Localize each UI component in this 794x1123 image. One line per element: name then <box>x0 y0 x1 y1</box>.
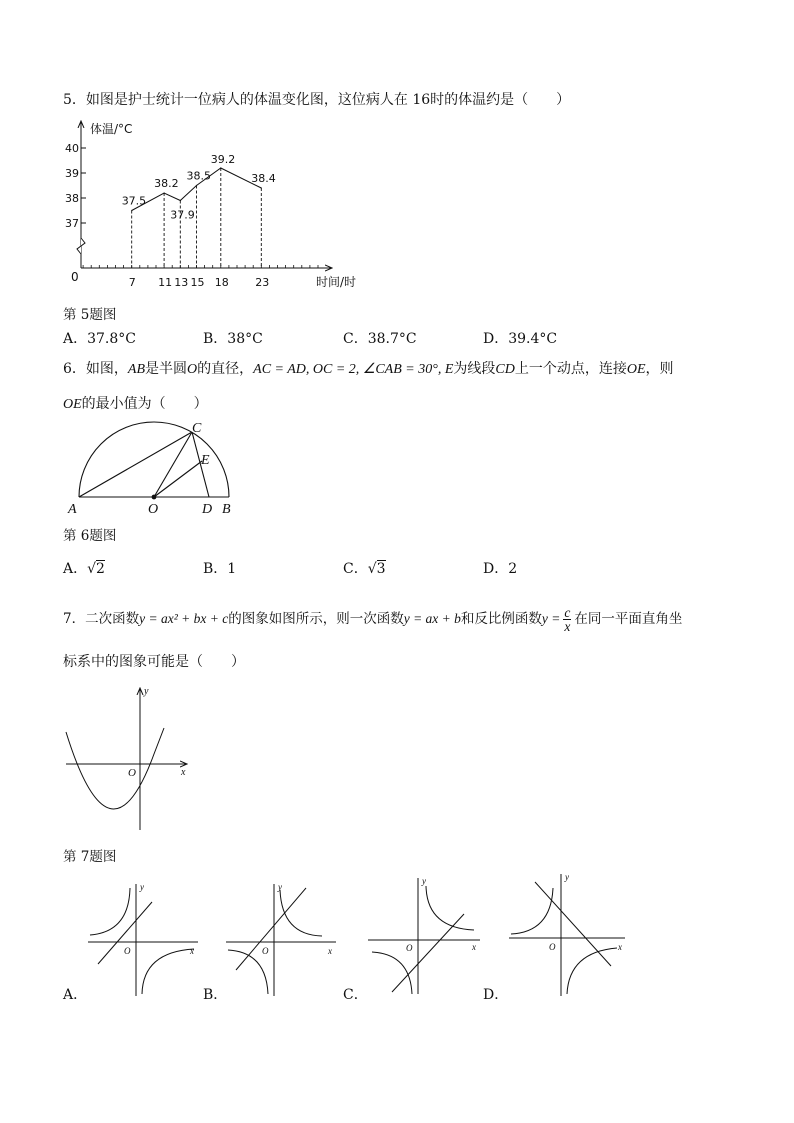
q6-math-conditions: AC = AD, OC = 2, ∠CAB = 30°, E <box>253 362 454 377</box>
fraction-numerator: c <box>564 605 571 620</box>
q7-option-d[interactable]: D． <box>483 987 509 1003</box>
hyperbola-branch-1 <box>90 888 130 935</box>
q7-caption: 第 7题图 <box>63 849 117 865</box>
option-graph-d <box>505 870 631 1000</box>
q7-option-b[interactable]: B． <box>203 987 228 1003</box>
q6-math-cd: CD <box>495 362 515 377</box>
chart-x-tick-label: 23 <box>255 276 270 289</box>
q7-stem-mid1: 的图象如图所示，则一次函数 <box>228 611 404 627</box>
q6-option-c[interactable] <box>343 558 386 578</box>
q6-stem-line2 <box>63 394 208 415</box>
q6-option-d-value: 2 <box>508 561 518 577</box>
axis-y-label: y <box>278 882 282 892</box>
chart-y-tick-label: 37 <box>65 217 79 230</box>
origin-label: O <box>128 767 136 779</box>
q6-stem <box>63 359 674 380</box>
q7-math-quadratic: y = ax² + bx + c <box>139 611 229 626</box>
option-graph-c <box>364 874 484 1000</box>
q7-math-inverse-lhs: y = <box>541 611 561 626</box>
q6-stem-mid4: 上一个动点，连接 <box>514 361 627 377</box>
hyperbola-branch-2 <box>142 949 194 994</box>
q6-math-o: O <box>187 362 198 377</box>
label-b: B <box>222 502 231 517</box>
q6-math-oe: OE <box>626 362 646 377</box>
q6-option-b-value: 1 <box>227 561 237 577</box>
q7-stem <box>63 606 682 633</box>
q7-stem-line2: 标系中的图象可能是（ ） <box>63 654 245 670</box>
hyperbola-branch-1 <box>280 890 322 936</box>
q6-option-a-value: 2 <box>96 561 105 577</box>
origin-label: O <box>549 942 556 952</box>
data-label: 37.9 <box>170 208 195 222</box>
q7-stem-end: 在同一平面直角坐 <box>574 611 683 627</box>
chart-x-axis-label: 时间/时 <box>316 275 357 289</box>
segment-ac <box>79 432 192 497</box>
hyperbola-branch-1 <box>426 886 474 930</box>
line-graph <box>236 888 306 970</box>
chart-y-tick-label: 38 <box>65 192 79 205</box>
chart-y-axis-label: 体温/°C <box>90 122 133 136</box>
label-a: A <box>68 502 77 517</box>
sqrt-sign-icon: √ <box>87 561 97 577</box>
q6-option-b-letter: B． <box>203 561 228 577</box>
q6-option-c-value: 3 <box>376 561 386 577</box>
option-graph-b <box>222 880 342 1000</box>
axis-y-label: y <box>140 882 144 892</box>
q6-line2-text: 的最小值为（ ） <box>81 396 208 412</box>
axis-x-label: x <box>328 946 332 956</box>
chart-x-tick-label: 11 <box>158 276 173 289</box>
q6-option-d[interactable] <box>483 558 517 578</box>
chart-x-tick-label: 7 <box>128 276 136 289</box>
data-label: 38.5 <box>186 169 211 183</box>
q6-caption: 第 6题图 <box>63 528 117 544</box>
q6-stem-mid3: 为线段 <box>453 361 496 377</box>
segment-oc <box>154 432 192 497</box>
chart-x-tick-label: 13 <box>174 276 189 289</box>
line-graph <box>392 914 464 992</box>
chart-y-tick-label: 39 <box>65 167 79 180</box>
axis-x-label: x <box>190 946 194 956</box>
option-graph-a <box>84 880 204 1000</box>
q7-math-linear: y = ax + b <box>403 611 461 626</box>
q7-stem-pre: 7．二次函数 <box>63 611 140 627</box>
fraction <box>563 606 571 633</box>
q6-line2-math: OE <box>63 397 82 412</box>
chart-y-tick-label: 40 <box>65 142 79 155</box>
center-point-o <box>152 495 157 500</box>
sqrt-sign-icon: √ <box>367 561 377 577</box>
q6-option-d-letter: D． <box>483 561 509 577</box>
axis-y-label: y <box>144 686 149 697</box>
q5-stem: 5．如图是护士统计一位病人的体温变化图，这位病人在 16时的体温约是（ ） <box>63 92 571 108</box>
q6-option-a-letter: A． <box>63 561 88 577</box>
q5-option-a[interactable]: A．37.8°C <box>63 331 136 347</box>
chart-origin-label: 0 <box>71 270 79 284</box>
chart-x-tick-label: 18 <box>214 276 229 289</box>
q7-option-c[interactable]: C． <box>343 987 368 1003</box>
line-graph <box>535 882 611 966</box>
q5-option-c[interactable]: C．38.7°C <box>343 331 417 347</box>
q5-caption: 第 5题图 <box>63 307 117 323</box>
axis-x-label: x <box>618 942 622 952</box>
axis-x-label: x <box>181 767 186 778</box>
label-e: E <box>201 453 210 468</box>
axis-break-icon <box>77 238 85 254</box>
axis-x-label: x <box>472 942 476 952</box>
data-label: 38.4 <box>251 172 276 185</box>
origin-label: O <box>406 943 413 953</box>
q6-stem-mid2: 的直径， <box>197 361 254 377</box>
origin-label: O <box>262 946 269 956</box>
semicircle-diagram <box>62 418 252 518</box>
label-o: O <box>148 502 159 517</box>
fraction-denominator: x <box>564 619 571 634</box>
axis-y-label: y <box>422 876 426 886</box>
q6-stem-end: ，则 <box>645 361 674 377</box>
q6-option-a[interactable] <box>63 558 105 578</box>
q6-option-b[interactable] <box>203 558 236 578</box>
label-c: C <box>192 421 202 436</box>
temperature-chart <box>60 115 380 293</box>
q6-stem-pre: 6．如图， <box>63 361 128 377</box>
data-label: 38.2 <box>154 177 179 190</box>
q7-stem-mid2: 和反比例函数 <box>460 611 542 627</box>
parabola-curve <box>66 728 164 809</box>
segment-oe <box>154 461 202 497</box>
hyperbola-branch-2 <box>372 952 412 994</box>
label-d: D <box>202 502 213 517</box>
hyperbola-branch-2 <box>567 948 617 994</box>
q6-math-ab: AB <box>127 362 146 377</box>
parabola-graph <box>62 684 192 834</box>
axis-y-label: y <box>565 872 569 882</box>
chart-x-tick-label: 15 <box>190 276 205 289</box>
data-label: 39.2 <box>210 153 236 166</box>
q6-option-c-letter: C． <box>343 561 368 577</box>
q6-stem-mid1: 是半圆 <box>145 361 188 377</box>
q5-option-d[interactable]: D．39.4°C <box>483 331 558 347</box>
q5-option-b[interactable]: B．38°C <box>203 331 263 347</box>
data-label: 37.5 <box>121 194 147 208</box>
origin-label: O <box>124 946 131 956</box>
q7-option-a[interactable]: A． <box>63 987 88 1003</box>
